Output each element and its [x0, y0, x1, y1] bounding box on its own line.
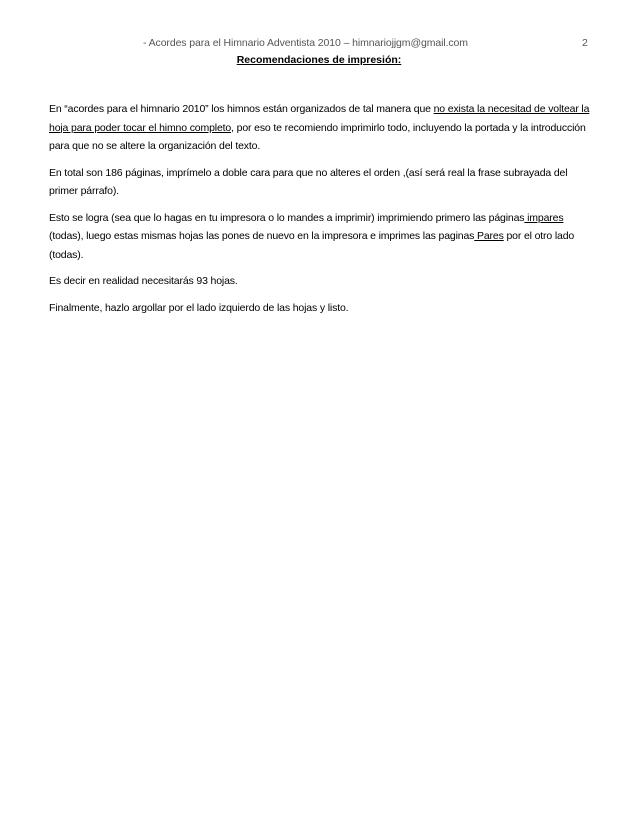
paragraph-text: por eso te recomiendo imprimirlo todo, incluyendo la portada y la introducción para que no se altere la organización del texto. [49, 121, 586, 152]
document-body [49, 100, 594, 325]
paragraph-page-count: En total son 186 páginas, imprímelo a doble cara para que no alteres el orden ,(así será real la frase subrayada del primer párrafo). [49, 166, 568, 197]
section-title: Recomendaciones de impresión: [236, 54, 402, 66]
underlined-word-impares: impares [524, 211, 564, 224]
paragraph-text: (todas), luego estas mismas hojas las pones de nuevo en la impresora e imprimes las paginas [49, 230, 475, 242]
paragraph-printing-method [49, 209, 594, 265]
paragraph-sheet-count: Es decir en realidad necesitarás 93 hojas. [49, 275, 238, 287]
paragraph-binding: Finalmente, hazlo argollar por el lado izquierdo de las hojas y listo. [49, 301, 349, 314]
paragraph-text: En “acordes para el himnario 2010” los himnos están organizados de tal manera que [49, 103, 434, 115]
paragraph-organization [49, 100, 594, 156]
underlined-phrase: no exista la necesitad de voltear la hoja para poder tocar el himno completo, [49, 103, 590, 134]
paragraph-text: Esto se logra (sea que lo hagas en tu impresora o lo mandes a imprimir) imprimiendo primero las páginas [49, 211, 525, 224]
page-number: 2 [582, 37, 588, 49]
page-header [0, 37, 638, 51]
running-header-text: - Acordes para el Himnario Adventista 2010 – himnariojjgm@gmail.com [143, 37, 468, 49]
paragraph-text: por el otro lado (todas). [49, 230, 575, 261]
underlined-word-pares: Pares [474, 230, 504, 242]
